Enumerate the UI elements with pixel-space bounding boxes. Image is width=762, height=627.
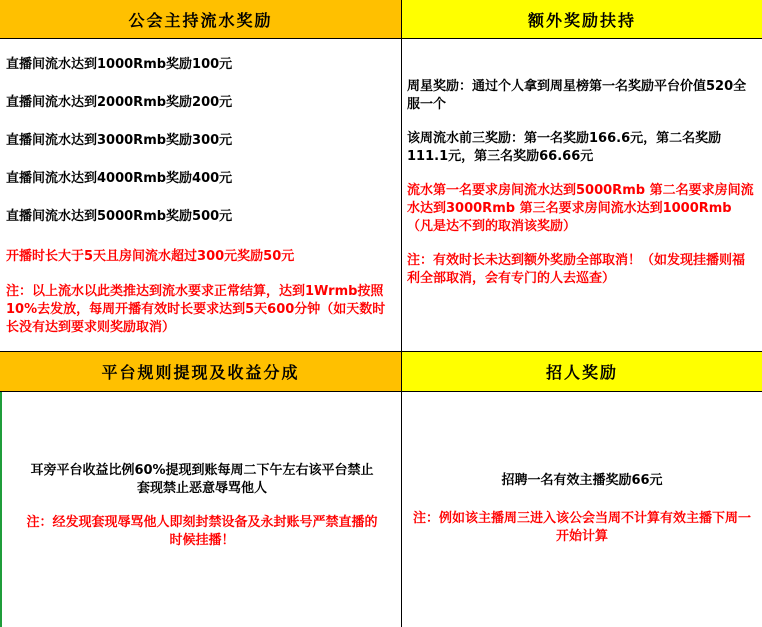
recruit-rewards-text: 招聘一名有效主播奖励66元 xyxy=(501,473,663,488)
extra-note: 注：有效时长未达到额外奖励全部取消！（如发现挂播则福利全部取消，会有专门的人去巡查） xyxy=(407,253,746,286)
grid-divider-vertical xyxy=(401,0,402,627)
weekly-star-text: 周星奖励：通过个人拿到周星榜第一名奖励平台价值520全服一个 xyxy=(407,79,747,112)
extra-rewards-body xyxy=(407,78,755,288)
platform-rules-body xyxy=(26,462,378,550)
tier-row-5: 直播间流水达到5000Rmb奖励500元 xyxy=(6,209,233,224)
extra-rewards-header xyxy=(402,0,762,38)
tier-row-3: 直播间流水达到3000Rmb奖励300元 xyxy=(6,133,233,148)
top3-text: 该周流水前三奖励：第一名奖励166.6元，第二名奖励111.1元，第三名奖励66.66元 xyxy=(407,131,722,164)
platform-rules-header xyxy=(0,352,401,391)
platform-rules-note: 注：经发现套现辱骂他人即刻封禁设备及永封账号严禁直播的时候挂播！ xyxy=(26,515,378,548)
recruit-rewards-note: 注：例如该主播周三进入该公会当周不计算有效主播下周一开始计算 xyxy=(412,511,751,544)
tier-row-2: 直播间流水达到2000Rmb奖励200元 xyxy=(6,95,233,110)
grid-divider-middle xyxy=(0,351,762,352)
platform-rules-title: 平台规则提现及收益分成 xyxy=(101,363,300,382)
tier-row-1: 直播间流水达到1000Rmb奖励100元 xyxy=(6,57,233,72)
recruit-rewards-title: 招人奖励 xyxy=(545,363,618,382)
requirement-text: 流水第一名要求房间流水达到5000Rmb 第二名要求房间流水达到3000Rmb 第三名要求房间流水达到1000Rmb（凡是达不到的取消该奖励） xyxy=(407,183,754,234)
recruit-rewards-body xyxy=(410,472,754,546)
guild-rewards-title: 公会主持流水奖励 xyxy=(128,10,273,30)
guild-rewards-header xyxy=(0,0,401,38)
bonus-text: 开播时长大于5天且房间流水超过300元奖励50元 xyxy=(6,249,295,264)
tier-row-4: 直播间流水达到4000Rmb奖励400元 xyxy=(6,171,233,186)
platform-rules-text: 耳旁平台收益比例60%提现到账每周二下午左右该平台禁止套现禁止恶意辱骂他人 xyxy=(30,463,374,496)
grid-divider-header1 xyxy=(0,38,762,39)
grid-divider-header2 xyxy=(0,391,762,392)
extra-rewards-title: 额外奖励扶持 xyxy=(527,10,636,30)
guild-rewards-body xyxy=(0,39,401,351)
guild-note: 注：以上流水以此类推达到流水要求正常结算，达到1Wrmb按照10%去发放，每周开播有效时长要求达到5天600分钟（如天数时长没有达到要求则奖励取消） xyxy=(6,284,386,335)
recruit-rewards-header xyxy=(402,352,762,391)
green-edge-decoration xyxy=(0,392,2,627)
